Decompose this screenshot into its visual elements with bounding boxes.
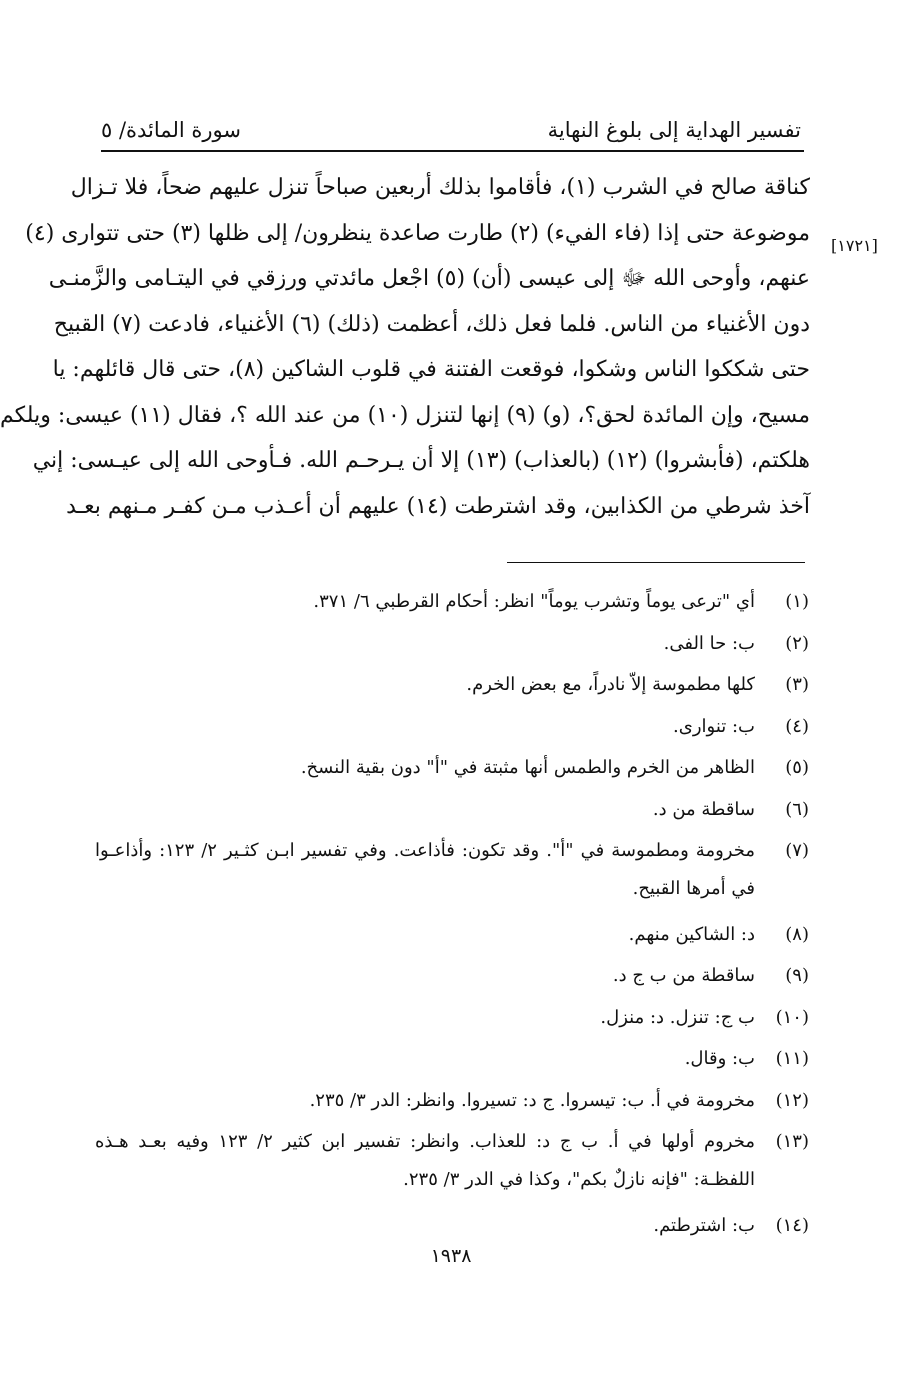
text-line: مسيح، وإن المائدة لحق؟، (و) (٩) إنها لتنزل (١٠) من عند الله ؟، فقال (١١) عيسى: ويلكم: [0, 402, 810, 428]
footnote-text: كلها مطموسة إلاّ نادراً، مع بعض الخرم.: [466, 674, 755, 695]
text-line: حتى شككوا الناس وشكوا، فوقعت الفتنة في قلوب الشاكين (٨)، حتى قال قائلهم: يا: [52, 357, 810, 382]
footnote-text: ب: حا الفى.: [663, 632, 755, 654]
footnote: [95, 1126, 809, 1199]
text-line: عنهم، وأوحى الله ﷻ إلى عيسى (أن) (٥) اجْعل مائدتي ورزقي في اليتـامى والزَّمنـى: [48, 266, 810, 291]
footnote-number: (٩): [785, 965, 809, 986]
footnote-text: ب: اشترطتم.: [653, 1214, 755, 1236]
page-number: ١٩٣٨: [430, 1245, 472, 1267]
footnote-number: (١٢): [775, 1089, 809, 1111]
footnote: [95, 669, 809, 700]
footnote: [95, 1085, 809, 1116]
footnote-text: مخروم أولها في أ. ب ج د: للعذاب. وانظر: تفسير ابن كثير ٢/ ١٢٣ وفيه بعـد هـذه اللفظـة: "فإنه نازلٌ بكم"، وكذا في الدر ٣/ ٢٣٥.: [95, 1131, 756, 1190]
footnote: [95, 1210, 809, 1241]
footnote-number: (٦): [785, 798, 809, 820]
text-line: هلكتم، (فأبشروا) (١٢) (بالعذاب) (١٣) إلا أن يـرحـم الله. فـأوحى الله إلى عيـسى: إني: [32, 448, 810, 473]
text-line: كناقة صالح في الشرب (١)، فأقاموا بذلك أربعين صباحاً تنزل عليهم ضحاً، فلا تـزال: [70, 175, 810, 200]
footnote-number: (٤): [785, 715, 809, 737]
footnote: [95, 794, 809, 825]
footnote: [95, 628, 809, 659]
running-header: [101, 108, 801, 142]
footnote-text: مخرومة ومطموسة في "أ". وقد تكون: فأذاعت. وفي تفسير ابـن كثـير ٢/ ١٢٣: وأذاعـوا في أمرها القبيح.: [95, 840, 755, 899]
footnote-number: (١٣): [775, 1131, 809, 1152]
footnote-text: أي "ترعى يوماً وتشرب يوماً" انظر: أحكام القرطبي ٦/ ٣٧١.: [313, 591, 755, 612]
footnote: [95, 711, 809, 742]
footnote-number: (١٤): [775, 1214, 809, 1236]
footnote-number: (١٠): [775, 1006, 809, 1028]
footnote: [95, 586, 809, 617]
footnote: [95, 752, 809, 783]
footnote-text: ب: تنوارى.: [673, 715, 755, 737]
footnote: [95, 960, 809, 991]
manuscript-folio-marker: [١٧٢١]: [831, 236, 878, 255]
footnote-number: (٧): [785, 840, 809, 861]
footnote-number: (٢): [785, 632, 809, 654]
footnote: [95, 1002, 809, 1033]
footnote-text: ساقطة من ب ج د.: [612, 965, 755, 986]
book-title: تفسير الهداية إلى بلوغ النهاية: [547, 118, 801, 142]
text-line: موضوعة حتى إذا (فاء الفيء) (٢) طارت صاعدة ينظرون/ إلى ظلها (٣) حتى تتوارى (٤): [25, 220, 810, 246]
footnote-number: (٣): [785, 674, 809, 695]
footnote: [95, 835, 809, 908]
footnote-number: (٥): [785, 757, 809, 778]
footnote-divider: [507, 562, 805, 563]
footnote: [95, 1043, 809, 1074]
header-divider: [101, 150, 804, 152]
footnote: [95, 919, 809, 950]
footnotes: [95, 586, 809, 1251]
footnote-text: الظاهر من الخرم والطمس أنها مثبتة في "أ" دون بقية النسخ.: [300, 757, 755, 778]
footnote-text: د: الشاكين منهم.: [628, 923, 755, 945]
footnote-text: ب: وقال.: [684, 1048, 755, 1069]
text-line: آخذ شرطي من الكذابين، وقد اشترطت (١٤) عليهم أن أعـذب مـن كفـر مـنهم بعـد: [66, 493, 810, 519]
footnote-text: مخرومة في أ. ب: تيسروا. ج د: تسيروا. وانظر: الدر ٣/ ٢٣٥.: [309, 1089, 755, 1111]
footnote-number: (١١): [775, 1048, 809, 1069]
text-line: دون الأغنياء من الناس. فلما فعل ذلك، أعظمت (ذلك) (٦) الأغنياء، فادعت (٧) القبيح: [53, 311, 810, 337]
footnote-number: (٨): [785, 923, 809, 945]
main-text: [0, 165, 810, 529]
footnote-text: ب ج: تنزل. د: منزل.: [600, 1006, 755, 1028]
footnote-text: ساقطة من د.: [652, 798, 755, 820]
surah-label: سورة المائدة/ ٥: [101, 118, 241, 142]
footnote-number: (١): [785, 591, 809, 612]
